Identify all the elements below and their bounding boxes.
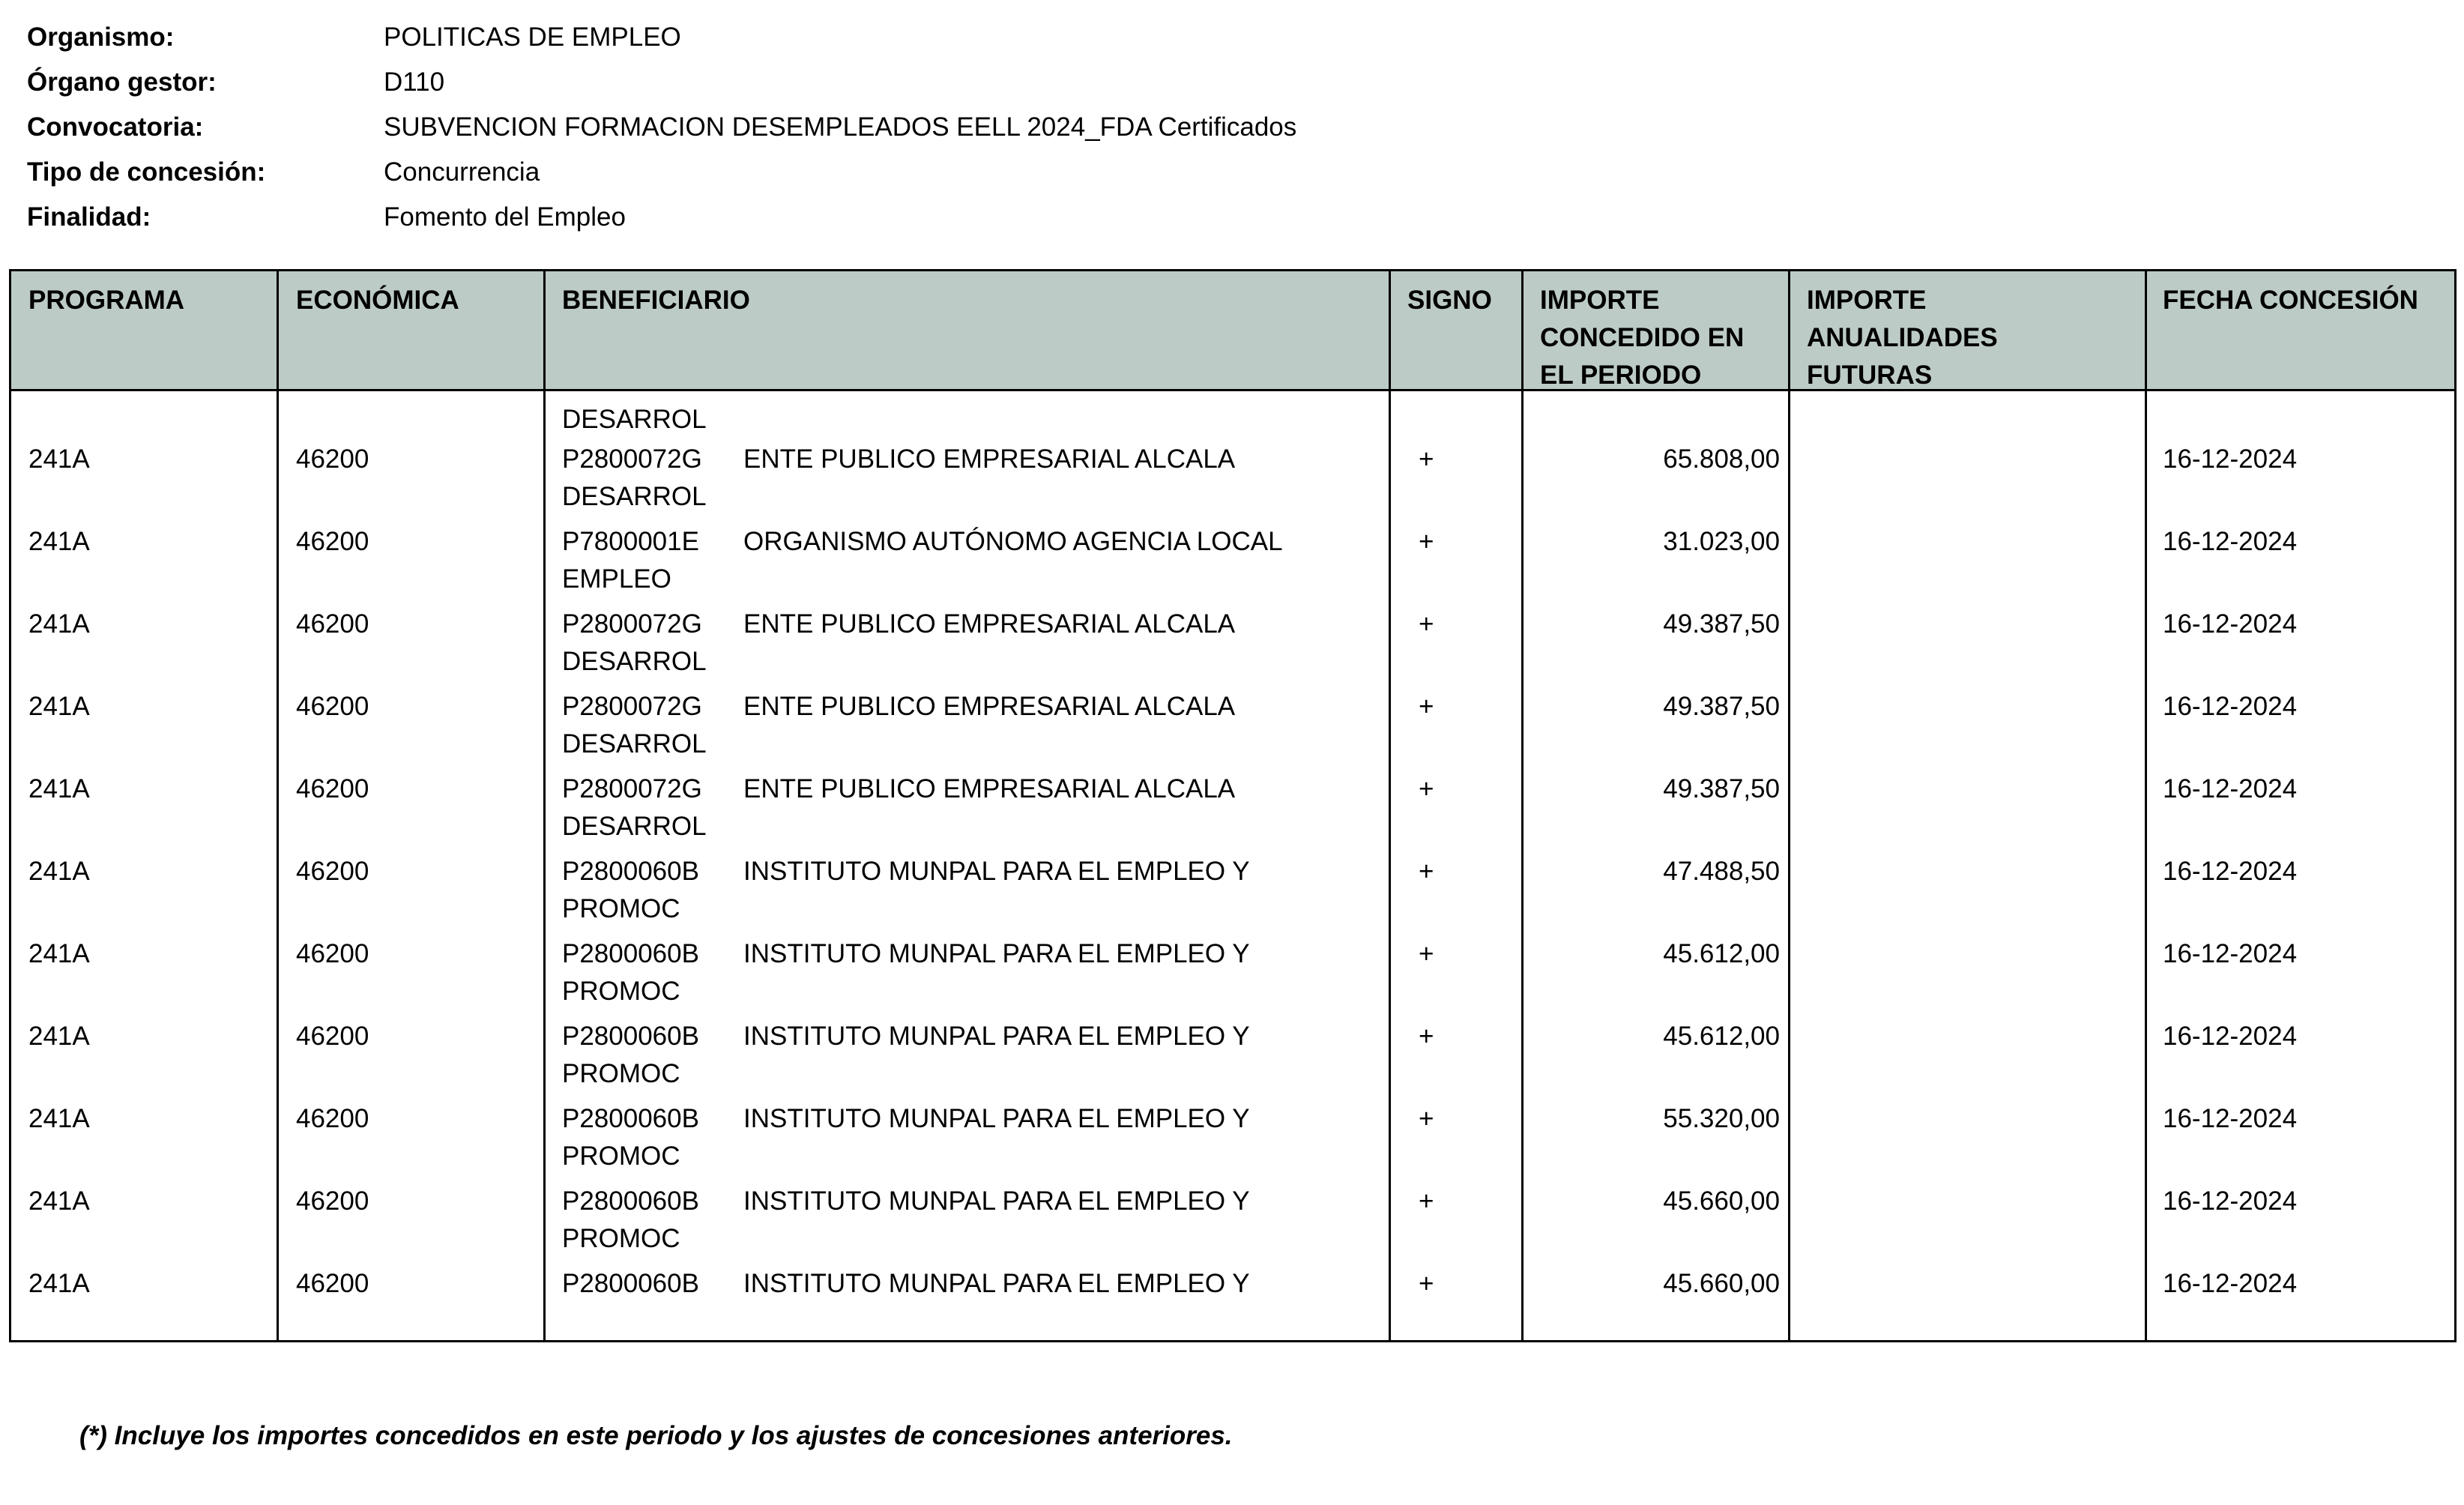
cell-beneficiario-nombre: ENTE PUBLICO EMPRESARIAL ALCALA (743, 774, 1236, 803)
header-importe-concedido (1540, 282, 1744, 394)
cell-beneficiario-nif: P2800072G (562, 444, 702, 474)
header-importe-line1: IMPORTE (1540, 286, 1660, 315)
table-row (11, 1183, 2454, 1265)
cell-signo: + (1419, 692, 1434, 721)
tipo-value: Concurrencia (384, 157, 540, 187)
header-fecha-concesion: FECHA CONCESIÓN (2163, 286, 2418, 315)
header-programa: PROGRAMA (28, 286, 185, 315)
cell-beneficiario-nombre: INSTITUTO MUNPAL PARA EL EMPLEO Y (743, 1186, 1250, 1216)
cell-programa: 241A (28, 857, 90, 886)
cell-beneficiario-nif: P2800060B (562, 1104, 699, 1133)
table-row (11, 1265, 2454, 1348)
cell-economica: 46200 (296, 1186, 369, 1216)
cell-beneficiario-nif: P2800072G (562, 774, 702, 803)
table-row (11, 523, 2454, 606)
cell-importe-concedido: 45.612,00 (1663, 1022, 1780, 1051)
organismo-label: Organismo: (27, 22, 175, 52)
cell-programa: 241A (28, 1022, 90, 1051)
meta-organo-gestor (27, 60, 1296, 105)
cell-beneficiario-nombre: ORGANISMO AUTÓNOMO AGENCIA LOCAL (743, 527, 1283, 556)
table-row (11, 935, 2454, 1018)
cell-beneficiario-continuation: PROMOC (562, 1141, 680, 1171)
cell-importe-concedido: 55.320,00 (1663, 1104, 1780, 1133)
cell-importe-concedido: 65.808,00 (1663, 444, 1780, 474)
cell-signo: + (1419, 1269, 1434, 1298)
cell-fecha-concesion: 16-12-2024 (2163, 1022, 2298, 1051)
finalidad-value: Fomento del Empleo (384, 202, 626, 232)
beneficiary-continuation-text: DESARROL (562, 405, 707, 434)
cell-beneficiario-nombre: ENTE PUBLICO EMPRESARIAL ALCALA (743, 444, 1236, 474)
cell-beneficiario-continuation: PROMOC (562, 977, 680, 1006)
cell-programa: 241A (28, 1269, 90, 1298)
convocatoria-value: SUBVENCION FORMACION DESEMPLEADOS EELL 2024_FDA Certificados (384, 112, 1297, 142)
cell-importe-concedido: 45.660,00 (1663, 1186, 1780, 1216)
cell-importe-concedido: 49.387,50 (1663, 692, 1780, 721)
table-row (11, 853, 2454, 935)
cell-beneficiario-continuation: EMPLEO (562, 564, 671, 594)
cell-economica: 46200 (296, 527, 369, 556)
meta-tipo-concesion (27, 150, 1296, 195)
cell-economica: 46200 (296, 774, 369, 803)
cell-beneficiario-nombre: ENTE PUBLICO EMPRESARIAL ALCALA (743, 692, 1236, 721)
table-row (11, 606, 2454, 688)
cell-signo: + (1419, 527, 1434, 556)
cell-beneficiario-nif: P2800072G (562, 609, 702, 639)
header-importe-anualidades (1807, 282, 1998, 394)
cell-fecha-concesion: 16-12-2024 (2163, 527, 2298, 556)
cell-economica: 46200 (296, 692, 369, 721)
meta-convocatoria (27, 105, 1296, 150)
cell-beneficiario-continuation: DESARROL (562, 729, 707, 758)
document-metadata (27, 15, 1296, 240)
cell-economica: 46200 (296, 444, 369, 474)
header-importe-line2: CONCEDIDO EN (1540, 323, 1745, 352)
header-economica: ECONÓMICA (296, 286, 459, 315)
cell-programa: 241A (28, 939, 90, 968)
cell-beneficiario-continuation: PROMOC (562, 894, 680, 923)
cell-beneficiario-nombre: INSTITUTO MUNPAL PARA EL EMPLEO Y (743, 1104, 1250, 1133)
header-anual-line3: FUTURAS (1807, 361, 1933, 390)
cell-beneficiario-nombre: ENTE PUBLICO EMPRESARIAL ALCALA (743, 609, 1236, 639)
header-importe-line3: EL PERIODO (1540, 361, 1702, 390)
cell-beneficiario-nif: P2800060B (562, 857, 699, 886)
cell-importe-concedido: 47.488,50 (1663, 857, 1780, 886)
cell-economica: 46200 (296, 609, 369, 639)
convocatoria-label: Convocatoria: (27, 112, 204, 142)
header-signo: SIGNO (1407, 286, 1492, 315)
cell-beneficiario-nombre: INSTITUTO MUNPAL PARA EL EMPLEO Y (743, 1269, 1250, 1298)
organo-value: D110 (384, 67, 445, 97)
header-anual-line2: ANUALIDADES (1807, 323, 1998, 352)
cell-beneficiario-nif: P2800060B (562, 939, 699, 968)
cell-programa: 241A (28, 609, 90, 639)
cell-signo: + (1419, 444, 1434, 474)
concessions-table (9, 269, 2457, 1342)
cell-beneficiario-continuation: PROMOC (562, 1059, 680, 1088)
cell-economica: 46200 (296, 939, 369, 968)
cell-beneficiario-continuation: DESARROL (562, 812, 707, 841)
cell-programa: 241A (28, 692, 90, 721)
cell-beneficiario-continuation: PROMOC (562, 1224, 680, 1253)
footnote: (*) Incluye los importes concedidos en este periodo y los ajustes de concesiones anteriores. (79, 1421, 1233, 1450)
cell-beneficiario-nif: P7800001E (562, 527, 699, 556)
cell-beneficiario-nombre: INSTITUTO MUNPAL PARA EL EMPLEO Y (743, 857, 1250, 886)
cell-signo: + (1419, 1104, 1434, 1133)
cell-programa: 241A (28, 527, 90, 556)
cell-importe-concedido: 45.612,00 (1663, 939, 1780, 968)
cell-fecha-concesion: 16-12-2024 (2163, 774, 2298, 803)
cell-importe-concedido: 45.660,00 (1663, 1269, 1780, 1298)
cell-beneficiario-nif: P2800060B (562, 1022, 699, 1051)
tipo-label: Tipo de concesión: (27, 157, 266, 187)
cell-fecha-concesion: 16-12-2024 (2163, 1269, 2298, 1298)
cell-signo: + (1419, 774, 1434, 803)
meta-finalidad (27, 195, 1296, 240)
cell-fecha-concesion: 16-12-2024 (2163, 939, 2298, 968)
cell-importe-concedido: 49.387,50 (1663, 774, 1780, 803)
header-beneficiario: BENEFICIARIO (562, 286, 750, 315)
table-row (11, 770, 2454, 853)
meta-organismo (27, 15, 1296, 60)
cell-fecha-concesion: 16-12-2024 (2163, 1104, 2298, 1133)
table-row (11, 441, 2454, 523)
cell-beneficiario-continuation: DESARROL (562, 482, 707, 511)
cell-signo: + (1419, 857, 1434, 886)
cell-economica: 46200 (296, 857, 369, 886)
cell-programa: 241A (28, 444, 90, 474)
cell-beneficiario-continuation: DESARROL (562, 647, 707, 676)
cell-beneficiario-nombre: INSTITUTO MUNPAL PARA EL EMPLEO Y (743, 939, 1250, 968)
cell-beneficiario-nif: P2800060B (562, 1269, 699, 1298)
header-anual-line1: IMPORTE (1807, 286, 1927, 315)
cell-economica: 46200 (296, 1269, 369, 1298)
cell-fecha-concesion: 16-12-2024 (2163, 857, 2298, 886)
cell-signo: + (1419, 1186, 1434, 1216)
cell-signo: + (1419, 939, 1434, 968)
cell-signo: + (1419, 609, 1434, 639)
cell-programa: 241A (28, 1186, 90, 1216)
cell-importe-concedido: 49.387,50 (1663, 609, 1780, 639)
cell-programa: 241A (28, 1104, 90, 1133)
organismo-value: POLITICAS DE EMPLEO (384, 22, 681, 52)
cell-beneficiario-nif: P2800060B (562, 1186, 699, 1216)
cell-fecha-concesion: 16-12-2024 (2163, 692, 2298, 721)
finalidad-label: Finalidad: (27, 202, 151, 232)
table-row (11, 688, 2454, 770)
cell-fecha-concesion: 16-12-2024 (2163, 609, 2298, 639)
table-row (11, 1100, 2454, 1183)
cell-economica: 46200 (296, 1104, 369, 1133)
cell-fecha-concesion: 16-12-2024 (2163, 444, 2298, 474)
cell-beneficiario-nombre: INSTITUTO MUNPAL PARA EL EMPLEO Y (743, 1022, 1250, 1051)
cell-beneficiario-nif: P2800072G (562, 692, 702, 721)
table-row (11, 1018, 2454, 1100)
cell-economica: 46200 (296, 1022, 369, 1051)
cell-programa: 241A (28, 774, 90, 803)
organo-label: Órgano gestor: (27, 67, 217, 97)
cell-signo: + (1419, 1022, 1434, 1051)
cell-fecha-concesion: 16-12-2024 (2163, 1186, 2298, 1216)
table-header (11, 271, 2454, 391)
cell-importe-concedido: 31.023,00 (1663, 527, 1780, 556)
